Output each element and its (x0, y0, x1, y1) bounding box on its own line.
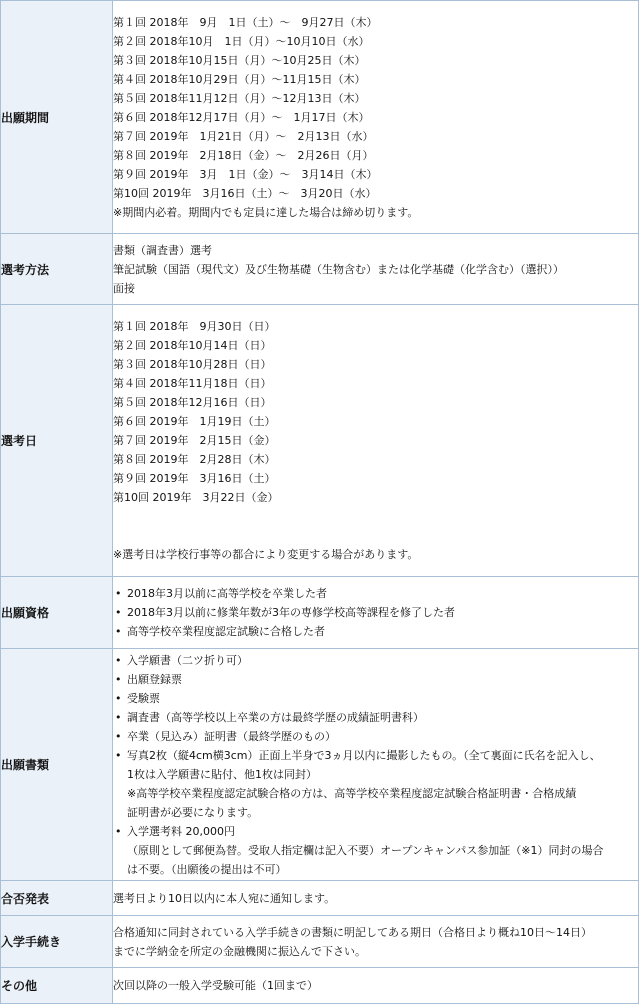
period-line: 第６回 2018年12月17日（月）～ 1月17日（木） (113, 110, 370, 124)
exam-date-line: 第６回 2019年 1月19日（土） (113, 415, 276, 428)
exam-date-line: 第３回 2018年10月28日（日） (113, 358, 272, 371)
label-result: 合否発表 (1, 881, 113, 916)
period-line: 第８回 2019年 2月18日（金）～ 2月26日（月） (113, 148, 374, 162)
photo-note: ※高等学校卒業程度認定試験合格の方は、高等学校卒業程度認定試験合格証明書・合格成績 (127, 786, 577, 800)
fee-line: は不要。（出願後の提出は不可） (127, 862, 287, 876)
method-line: 面接 (113, 281, 135, 295)
period-line: 第９回 2019年 3月 1日（金）～ 3月14日（木） (113, 167, 378, 181)
period-line: 第２回 2018年10月 1日（月）～10月10日（水） (113, 34, 370, 48)
enrollment-line: までに学納金を所定の金融機関に振込んで下さい。 (113, 944, 366, 958)
label-documents: 出願書類 (1, 649, 113, 881)
exam-date-line: 第８回 2019年 2月28日（木） (113, 453, 276, 466)
result-text: 選考日より10日以内に本人宛に通知します。 (113, 891, 336, 905)
exam-date-line: 第２回 2018年10月14日（日） (113, 339, 272, 352)
method-line: 書類（調査書）選考 (113, 243, 212, 257)
period-note: ※期間内必着。期間内でも定員に達した場合は締め切ります。 (113, 205, 419, 219)
list-item: • 受験票 (113, 689, 638, 708)
list-item-photo (113, 746, 638, 822)
label-exam-date: 選考日 (1, 305, 113, 577)
label-selection-method: 選考方法 (1, 234, 113, 305)
value-exam-date (113, 305, 639, 577)
spacer (113, 507, 638, 545)
row-enrollment (1, 916, 639, 968)
row-other (1, 968, 639, 1004)
list-item: • 2018年3月以前に修業年数が3年の専修学校高等課程を修了した者 (113, 603, 638, 622)
period-line: 第10回 2019年 3月16日（土）～ 3月20日（水） (113, 186, 377, 200)
list-item: • 入学願書（二ツ折り可） (113, 651, 638, 670)
period-line: 第１回 2018年 9月 1日（土）～ 9月27日（木） (113, 15, 378, 29)
value-documents (113, 649, 639, 881)
label-enrollment: 入学手続き (1, 916, 113, 968)
list-item: • 高等学校卒業程度認定試験に合格した者 (113, 622, 638, 641)
value-selection-method (113, 234, 639, 305)
period-line: 第３回 2018年10月15日（月）～10月25日（木） (113, 53, 366, 67)
method-line: 筆記試験（国語（現代文）及び生物基礎（生物含む）または化学基礎（化学含む）（選択）） (113, 262, 564, 276)
documents-list (113, 651, 638, 879)
list-item: • 出願登録票 (113, 670, 638, 689)
fee-line: （原則として郵便為替。受取人指定欄は記入不要）オープンキャンパス参加証（※1）同封の場合 (127, 843, 604, 857)
enrollment-line: 合格通知に同封されている入学手続きの書類に明記してある期日（合格日より概ね10日～14日） (113, 925, 592, 939)
eligibility-list (113, 584, 638, 641)
label-other: その他 (1, 968, 113, 1004)
value-other (113, 968, 639, 1004)
row-application-period (1, 1, 639, 234)
row-selection-method (1, 234, 639, 305)
fee-line: • 入学選考料 20,000円 (127, 824, 235, 838)
value-enrollment (113, 916, 639, 968)
list-item: • 2018年3月以前に高等学校を卒業した者 (113, 584, 638, 603)
exam-date-note: ※選考日は学校行事等の都合により変更する場合があります。 (113, 548, 419, 561)
photo-line: • 写真2枚（縦4cm横3cm）正面上半身で3ヵ月以内に撮影したもの。（全て裏面に氏名を記入し、 (127, 748, 601, 762)
exam-date-line: 第１回 2018年 9月30日（日） (113, 320, 276, 333)
value-result (113, 881, 639, 916)
period-line: 第７回 2019年 1月21日（月）～ 2月13日（水） (113, 129, 374, 143)
exam-date-line: 第５回 2018年12月16日（日） (113, 396, 272, 409)
list-item: • 調査書（高等学校以上卒業の方は最終学歴の成績証明書科） (113, 708, 638, 727)
row-eligibility (1, 577, 639, 649)
value-application-period (113, 1, 639, 234)
exam-date-line: 第４回 2018年11月18日（日） (113, 377, 272, 390)
row-exam-date (1, 305, 639, 577)
label-application-period: 出願期間 (1, 1, 113, 234)
photo-line: 1枚は入学願書に貼付、他1枚は同封） (127, 767, 317, 781)
exam-date-line: 第９回 2019年 3月16日（土） (113, 472, 276, 485)
exam-date-line: 第10回 2019年 3月22日（金） (113, 491, 279, 504)
other-text: 次回以降の一般入学受験可能（1回まで） (113, 979, 318, 992)
photo-note: 証明書が必要になります。 (127, 805, 259, 819)
value-eligibility (113, 577, 639, 649)
list-item: • 卒業（見込み）証明書（最終学歴のもの） (113, 727, 638, 746)
row-result (1, 881, 639, 916)
row-documents (1, 649, 639, 881)
exam-date-line: 第７回 2019年 2月15日（金） (113, 434, 276, 447)
list-item-fee (113, 822, 638, 879)
label-eligibility: 出願資格 (1, 577, 113, 649)
period-line: 第４回 2018年10月29日（月）～11月15日（木） (113, 72, 366, 86)
period-line: 第５回 2018年11月12日（月）～12月13日（木） (113, 91, 366, 105)
